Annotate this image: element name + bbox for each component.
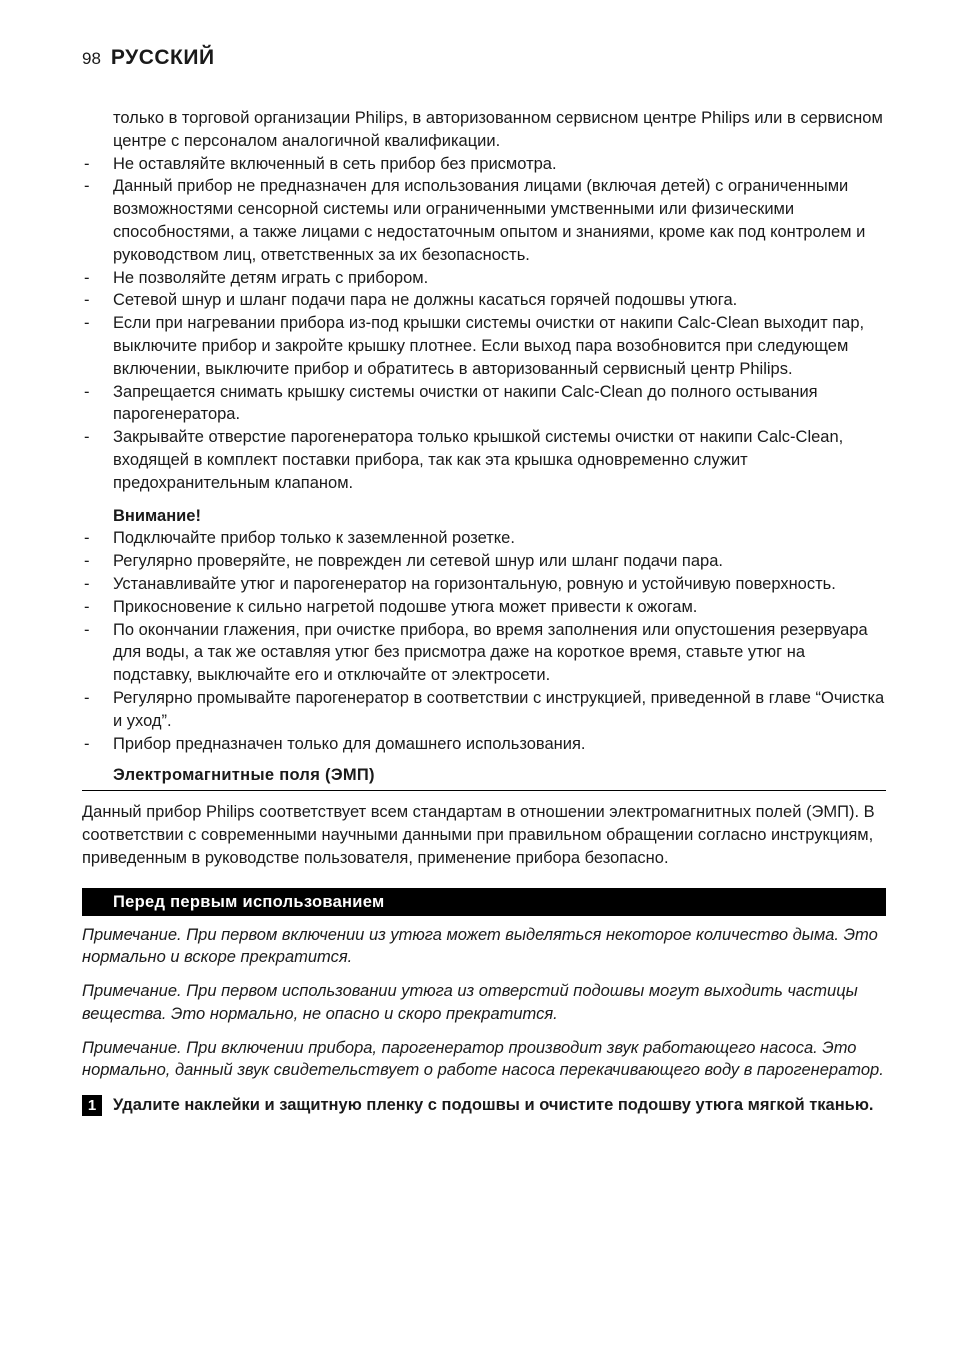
list-item: - Устанавливайте утюг и парогенератор на горизонтальную, ровную и устойчивую поверхность. (82, 573, 886, 596)
section-heading-before-first-use: Перед первым использованием (82, 888, 886, 916)
list-item: - Прикосновение к сильно нагретой подошве утюга может привести к ожогам. (82, 596, 886, 619)
intro-continuation: только в торговой организации Philips, в авторизованном сервисном центре Philips или в сервисном центре с персоналом аналогичной квалификации. (113, 109, 883, 150)
list-item: - Не позволяйте детям играть с прибором. (82, 267, 886, 290)
list-item: - Сетевой шнур и шланг подачи пара не должны касаться горячей подошвы утюга. (82, 289, 886, 312)
page-number: 98 (82, 49, 101, 68)
step-text: Удалите наклейки и защитную пленку с подошвы и очистите подошву утюга мягкой тканью. (113, 1096, 874, 1115)
list-item: - Запрещается снимать крышку системы очистки от накипи Calc-Clean до полного остывания парогенератора. (82, 381, 886, 427)
list-item: - Регулярно промывайте парогенератор в соответствии с инструкцией, приведенной в главе “Очистка и уход”. (82, 687, 886, 733)
note-paragraph: Примечание. При включении прибора, парогенератор производит звук работающего насоса. Это нормально, данный звук свидетельствует о работе насоса перекачивающего воду в парогенератор. (82, 1038, 884, 1080)
page-content (82, 107, 886, 1117)
list-item: - По окончании глажения, при очистке прибора, во время заполнения или опустошения резервуара для воды, а так же оставляя утюг без присмотра даже на короткое время, ставьте утюг на подставку, выключайте его и отключайте от электросети. (82, 619, 886, 687)
note-paragraph: Примечание. При первом использовании утюга из отверстий подошвы могут выходить частицы вещества. Это нормально, не опасно и скоро прекратится. (82, 982, 858, 1023)
list-item: - Подключайте прибор только к заземленной розетке. (82, 527, 886, 550)
list-item: - Данный прибор не предназначен для использования лицами (включая детей) с ограниченными возможностями сенсорной системы или ограниченными умственными или физическими способностями, а также лицами с недостаточным опытом и знаниями, кроме как под контролем и руководством лиц, ответственных за их безопасность. (82, 175, 886, 266)
emp-paragraph: Данный прибор Philips соответствует всем стандартам в отношении электромагнитных полей (ЭМП). В соответствии с современными научными данными при правильном обращении согласно инструкциям, приведенным в руководстве пользователя, применение прибора безопасно. (82, 803, 875, 867)
list-item: - Прибор предназначен только для домашнего использования. (82, 733, 886, 756)
list-item: - Регулярно проверяйте, не поврежден ли сетевой шнур или шланг подачи пара. (82, 550, 886, 573)
list-item: - Не оставляйте включенный в сеть прибор без присмотра. (82, 153, 886, 176)
note-paragraph: Примечание. При первом включении из утюга может выделяться некоторое количество дыма. Это нормально и вскоре прекратится. (82, 925, 878, 967)
emp-heading: Электромагнитные поля (ЭМП) (82, 764, 886, 791)
danger-list (82, 153, 886, 495)
step-1 (82, 1094, 886, 1117)
caution-list (82, 527, 886, 755)
list-item: - Закрывайте отверстие парогенератора только крышкой системы очистки от накипи Calc-Clean, входящей в комплект поставки прибора, так как эта крышка одновременно служит предохранительным клапаном. (82, 426, 886, 494)
language-heading: РУССКИЙ (110, 46, 215, 69)
list-item: - Если при нагревании прибора из-под крышки системы очистки от накипи Calc-Clean выходит пар, выключите прибор и закройте крышку плотнее. Если выход пара возобновится при следующем включении, выключите прибор и обратитесь в авторизованный сервисный центр Philips. (82, 312, 886, 380)
page-header (82, 46, 215, 70)
step-number-badge: 1 (82, 1095, 102, 1116)
caution-heading: Внимание! (113, 506, 201, 525)
